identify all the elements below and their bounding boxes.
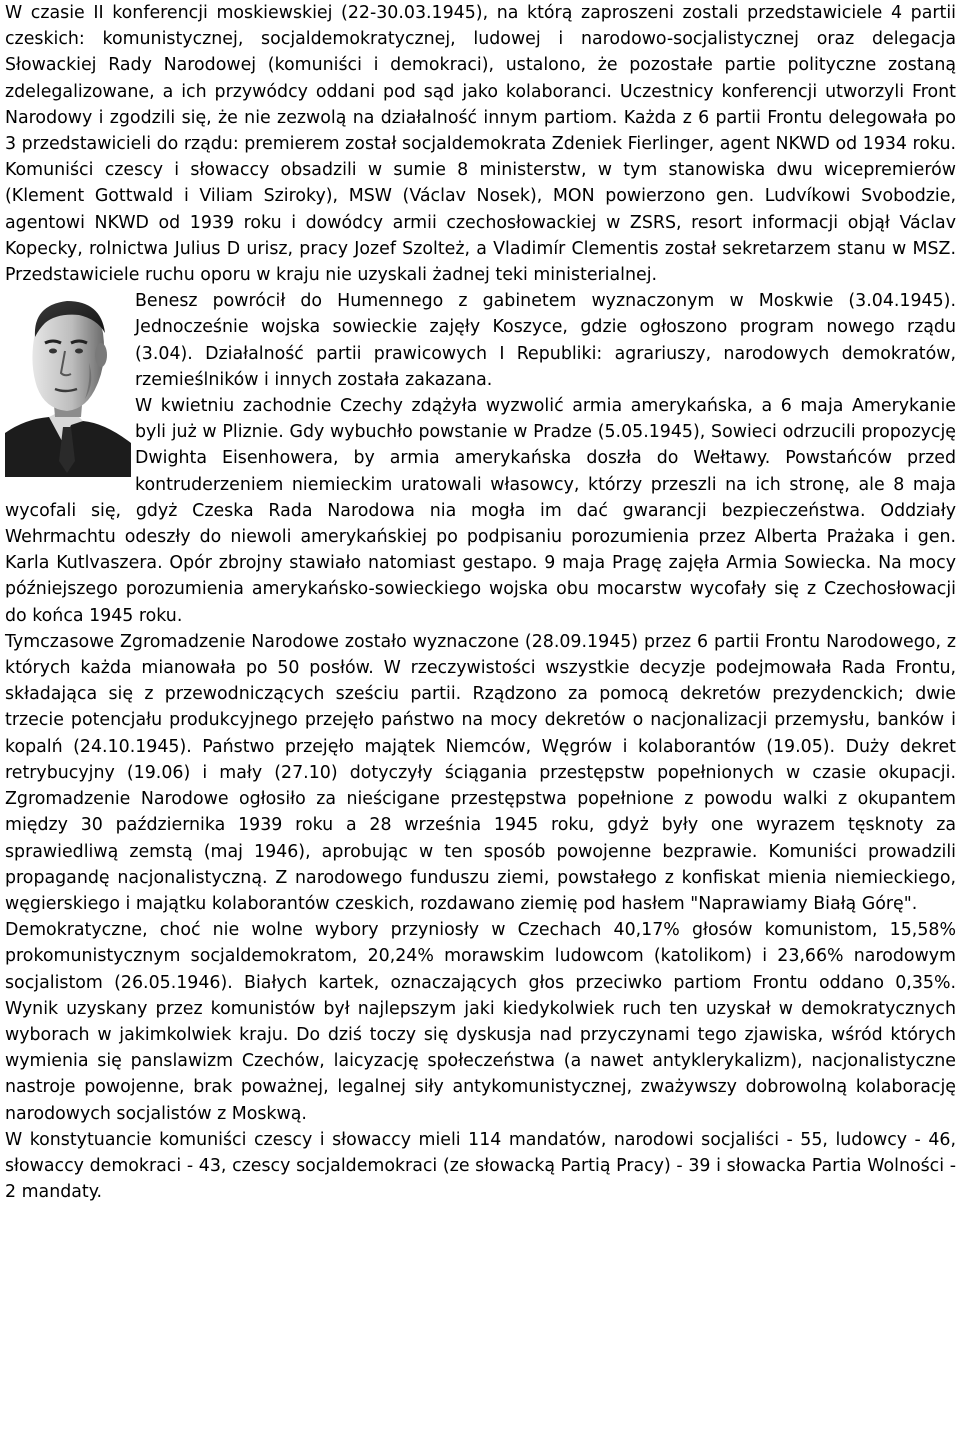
document-page xyxy=(5,0,956,1205)
paragraph-constituent-mandates: W konstytuancie komuniści czescy i słowaccy mieli 114 mandatów, narodowi socjaliści - 55, ludowcy - 46, słowaccy demokraci - 43, czescy socjaldemokraci (ze słowacką Partią Pracy) - 39 i słowacka Partia Wolności - 2 mandaty. xyxy=(5,1129,956,1203)
portrait-image xyxy=(5,293,131,477)
paragraph-elections: Demokratyczne, choć nie wolne wybory przyniosły w Czechach 40,17% głosów komunistom, 15,58% prokomunistycznym socjaldemokratom, 20,24% morawskim ludowcom (katolikom) i 23,66% narodowym socjalistom (26.05.1946). Białych kartek, oznaczających głos przeciwko partiom Frontu oddano 0,35%. Wynik uzyskany przez komunistów był najlepszym jaki kiedykolwiek ruch ten uzyskał w demokratycznych wyborach w jakimkolwiek kraju. Do dziś toczy się dyskusja nad przyczynami tego zjawiska, wśród których wymienia się panslawizm Czechów, laicyzację społeczeństwa (a nawet antyklerykalizm), nacjonalistyczne nastroje powojenne, brak poważnej, legalnej siły antykomunistycznej, zważywszy dobrowolną kolaborację narodowych socjalistów z Moskwą. xyxy=(5,920,956,1124)
paragraph-national-assembly: Tymczasowe Zgromadzenie Narodowe zostało wyznaczone (28.09.1945) przez 6 partii Frontu Narodowego, z których każda mianowała po 50 posłów. W rzeczywistości wszystkie decyzje podejmowała Rada Frontu, składająca się z przewodniczących sześciu partii. Rządzono za pomocą dekretów prezydenckich; dwie trzecie potencjału produkcyjnego przejęło państwo na mocy dekretów o nacjonalizacji przemysłu, banków i kopalń (24.10.1945). Państwo przejęło majątek Niemców, Węgrów i kolaborantów (19.05). Duży dekret retrybucyjny (19.06) i mały (27.10) dotyczyły ściągania przestępstw popełnionych w czasie okupacji. Zgromadzenie Narodowe ogłosiło za nieścigane przestępstwa popełnione z powodu walki z okupantem między 30 października 1939 roku a 28 września 1945 roku, gdyż były one wyrazem tęsknoty za sprawiedliwą zemstą (maj 1946), aprobując w ten sposób powojenne bezprawie. Komuniści prowadzili propagandę nacjonalistyczną. Z narodowego funduszu ziemi, powstałego z konfiskat mienia niemieckiego, węgierskiego i majątku kolaborantów czeskich, rozdawano ziemię pod hasłem "Naprawiamy Białą Górę". xyxy=(5,631,956,914)
portrait-photo xyxy=(5,293,131,477)
paragraph-moscow-conference: W czasie II konferencji moskiewskiej (22-30.03.1945), na którą zaproszeni zostali przedstawiciele 4 partii czeskich: komunistycznej, socjaldemokratycznej, ludowej i narodowo-socjalistycznej oraz delegacja Słowackiej Rady Narodowej (komuniści i demokraci), ustalono, że pozostałe partie polityczne zostaną zdelegalizowane, a ich przywódcy oddani pod sąd jako kolaboranci. Uczestnicy konferencji utworzyli Front Narodowy i zgodzili się, że nie zezwolą na działalność innym partiom. Każda z 6 partii Frontu delegowała po 3 przedstawicieli do rządu: premierem został socjaldemokrata Zdeniek Fierlinger, agent NKWD od 1934 roku. Komuniści czescy i słowaccy obsadzili w sumie 8 ministerstw, w tym stanowiska dwu wicepremierów (Klement Gottwald i Viliam Sziroky), MSW (Václav Nosek), MON powierzono gen. Ludvíkowi Svobodzie, agentowi NKWD od 1939 roku i dowódcy armii czechosłowackiej w ZSRS, resort informacji objął Václav Kopecky, rolnictwa Julius D urisz, pracy Jozef Szolteż, a Vladimír Clementis został sekretarzem stanu w MSZ. Przedstawiciele ruchu oporu w kraju nie uzyskali żadnej teki ministerialnej. xyxy=(5,3,956,286)
paragraph-benesz-return: Benesz powrócił do Humennego z gabinetem wyznaczonym w Moskwie (3.04.1945). Jednocześnie wojska sowieckie zajęły Koszyce, gdzie ogłoszono program nowego rządu (3.04). Działalność partii prawicowych I Republiki: agrariuszy, narodowych demokratów, rzemieślników i innych została zakazana. xyxy=(135,291,956,390)
paragraph-prague-uprising: W kwietniu zachodnie Czechy zdążyła wyzwolić armia amerykańska, a 6 maja Amerykanie byli już w Pliznie. Gdy wybuchło powstanie w Pradze (5.05.1945), Sowieci odrzucili propozycję Dwighta Eisenhowera, by armia amerykańska doszła do Wełtawy. Powstańców przed kontruderzeniem niemieckim uratowali własowcy, którzy przeszli na ich stronę, ale 8 maja wycofali się, gdyż Czeska Rada Narodowa nia mogła im dać gwarancji bezpieczeństwa. Oddziały Wehrmachtu odeszły do niewoli amerykańskiej po podpisaniu porozumienia przez Alberta Prażaka i gen. Karla Kutlvaszera. Opór zbrojny stawiało natomiast gestapo. 9 maja Pragę zajęła Armia Sowiecka. Na mocy późniejszego porozumienia amerykańsko-sowieckiego wojska obu mocarstw wycofały się z Czechosłowacji do końca 1945 roku. xyxy=(5,396,956,626)
